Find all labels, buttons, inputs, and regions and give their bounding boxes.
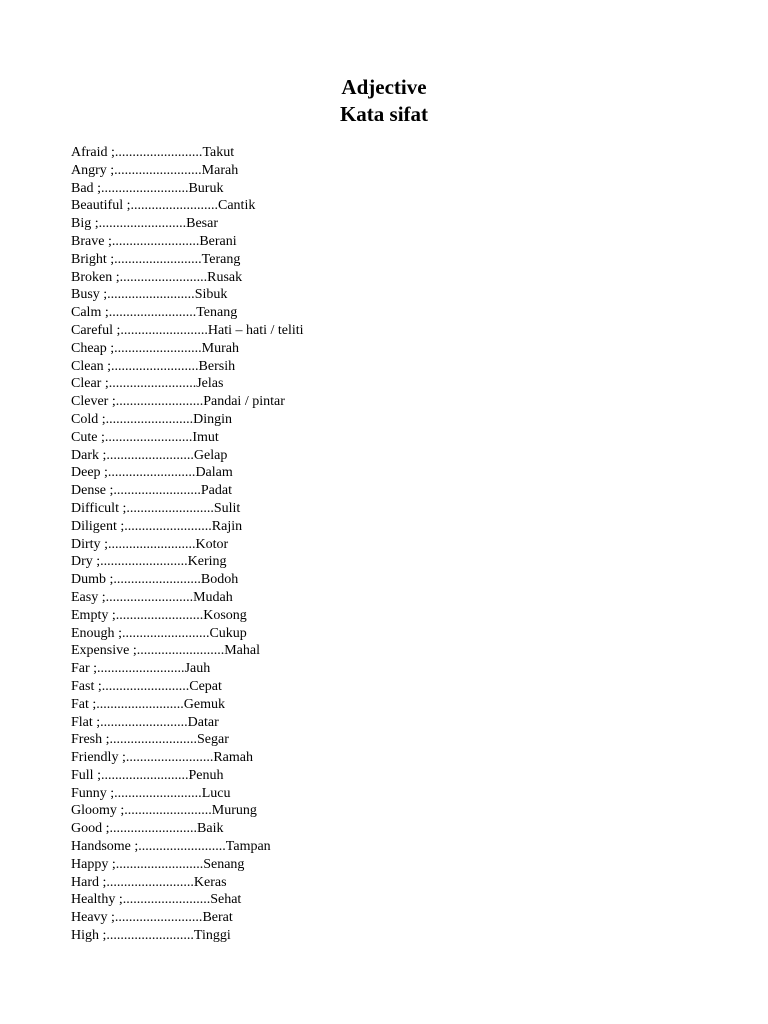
indonesian-translation: Gemuk <box>183 696 225 712</box>
vocab-entry <box>71 358 304 376</box>
english-word: Angry <box>71 162 107 178</box>
dotted-separator: ;......................... <box>97 429 193 445</box>
indonesian-translation: Datar <box>187 714 219 730</box>
indonesian-translation: Bodoh <box>200 572 239 588</box>
vocab-entry <box>71 571 304 589</box>
dotted-separator: ;......................... <box>123 198 218 214</box>
vocab-entry <box>71 874 304 892</box>
english-word: Friendly <box>71 750 119 766</box>
indonesian-translation: Segar <box>197 732 229 748</box>
title-block <box>0 74 768 127</box>
dotted-separator: ;......................... <box>106 340 202 356</box>
indonesian-translation: Dingin <box>193 411 233 427</box>
english-word: Diligent <box>71 518 117 534</box>
dotted-separator: ;......................... <box>91 216 187 232</box>
vocab-entry <box>71 820 304 838</box>
english-word: Handsome <box>71 839 131 855</box>
english-word: Full <box>71 767 94 783</box>
dotted-separator: ;......................... <box>103 358 199 374</box>
vocab-entry <box>71 393 304 411</box>
vocab-entry <box>71 464 304 482</box>
indonesian-translation: Imut <box>192 429 219 445</box>
vocab-entry <box>71 553 304 571</box>
indonesian-translation: Lucu <box>201 785 231 801</box>
vocab-entry <box>71 197 304 215</box>
english-word: Hard <box>71 874 99 890</box>
vocab-entry <box>71 731 304 749</box>
english-word: Easy <box>71 589 99 605</box>
english-word: Heavy <box>71 910 108 926</box>
english-word: Good <box>71 821 103 837</box>
indonesian-translation: Tenang <box>196 305 238 321</box>
indonesian-translation: Pandai / pintar <box>203 394 285 410</box>
dotted-separator: ;......................... <box>112 322 208 338</box>
vocab-entry <box>71 678 304 696</box>
english-word: Empty <box>71 607 109 623</box>
english-word: Clear <box>71 376 102 392</box>
dotted-separator: ;......................... <box>99 447 194 463</box>
vocab-entry <box>71 785 304 803</box>
indonesian-translation: Besar <box>186 216 219 232</box>
indonesian-translation: Sulit <box>213 500 241 516</box>
dotted-separator: ;......................... <box>99 874 194 890</box>
english-word: Flat <box>71 714 93 730</box>
vocab-entry <box>71 429 304 447</box>
vocab-entry <box>71 607 304 625</box>
dotted-separator: ;......................... <box>116 518 212 534</box>
english-word: Far <box>71 661 90 677</box>
english-word: Cute <box>71 429 98 445</box>
vocab-entry <box>71 340 304 358</box>
indonesian-translation: Buruk <box>188 180 224 196</box>
indonesian-translation: Ramah <box>213 750 253 766</box>
indonesian-translation: Penuh <box>188 767 224 783</box>
english-word: Fast <box>71 678 95 694</box>
dotted-separator: ;......................... <box>114 625 210 641</box>
dotted-separator: ;......................... <box>102 732 198 748</box>
dotted-separator: ;......................... <box>112 269 208 285</box>
indonesian-translation: Kotor <box>195 536 229 552</box>
vocab-entry <box>71 838 304 856</box>
vocab-entry <box>71 233 304 251</box>
vocab-entry <box>71 304 304 322</box>
dotted-separator: ;......................... <box>92 714 188 730</box>
dotted-separator: ;......................... <box>99 928 194 944</box>
indonesian-translation: Sehat <box>210 892 242 908</box>
vocab-entry <box>71 767 304 785</box>
dotted-separator: ;......................... <box>107 910 203 926</box>
indonesian-translation: Terang <box>201 251 241 267</box>
english-word: Dark <box>71 447 99 463</box>
indonesian-translation: Rusak <box>207 269 243 285</box>
indonesian-translation: Baik <box>197 821 224 837</box>
dotted-separator: ;......................... <box>93 767 189 783</box>
vocab-entry <box>71 215 304 233</box>
indonesian-translation: Cukup <box>209 625 247 641</box>
vocab-entry <box>71 909 304 927</box>
indonesian-translation: Takut <box>202 145 235 160</box>
dotted-separator: ;......................... <box>101 305 197 321</box>
page-title: Adjective <box>341 75 427 99</box>
vocab-entry <box>71 749 304 767</box>
english-word: Busy <box>71 287 100 303</box>
vocab-entry <box>71 660 304 678</box>
indonesian-translation: Berat <box>202 910 233 926</box>
dotted-separator: ;......................... <box>93 180 189 196</box>
english-word: Beautiful <box>71 198 124 214</box>
vocab-entry <box>71 411 304 429</box>
vocab-entry <box>71 802 304 820</box>
english-word: Deep <box>71 465 101 481</box>
indonesian-translation: Senang <box>203 856 245 872</box>
english-word: Brave <box>71 233 105 249</box>
indonesian-translation: Kering <box>187 554 227 570</box>
english-word: Bright <box>71 251 107 267</box>
english-word: Healthy <box>71 892 116 908</box>
english-word: High <box>71 928 99 944</box>
vocab-entry <box>71 375 304 393</box>
indonesian-translation: Murah <box>201 340 239 356</box>
vocab-entry <box>71 927 304 945</box>
english-word: Happy <box>71 856 109 872</box>
vocab-entry <box>71 286 304 304</box>
english-word: Funny <box>71 785 107 801</box>
english-word: Dirty <box>71 536 101 552</box>
indonesian-translation: Jelas <box>196 376 224 392</box>
english-word: Broken <box>71 269 113 285</box>
vocab-entry <box>71 589 304 607</box>
dotted-separator: ;......................... <box>88 696 184 712</box>
english-word: Dumb <box>71 572 106 588</box>
indonesian-translation: Hati – hati / teliti <box>207 322 304 338</box>
english-word: Cheap <box>71 340 107 356</box>
dotted-separator: ;......................... <box>98 589 194 605</box>
dotted-separator: ;......................... <box>108 394 204 410</box>
english-word: Difficult <box>71 500 119 516</box>
indonesian-translation: Rajin <box>211 518 243 534</box>
english-word: Enough <box>71 625 115 641</box>
dotted-separator: ;......................... <box>106 572 201 588</box>
dotted-separator: ;......................... <box>99 287 195 303</box>
english-word: Fat <box>71 696 89 712</box>
page-subtitle: Kata sifat <box>339 101 429 126</box>
english-word: Clean <box>71 358 104 374</box>
vocab-entry <box>71 714 304 732</box>
dotted-separator: ;......................... <box>118 750 214 766</box>
indonesian-translation: Tinggi <box>193 928 231 944</box>
vocab-entry <box>71 447 304 465</box>
indonesian-translation: Kosong <box>203 607 247 623</box>
dotted-separator: ;......................... <box>98 411 194 427</box>
english-word: Dense <box>71 483 106 499</box>
vocab-entry <box>71 856 304 874</box>
indonesian-translation: Murung <box>211 803 257 819</box>
vocab-entry <box>71 891 304 909</box>
dotted-separator: ;......................... <box>106 785 202 801</box>
english-word: Gloomy <box>71 803 117 819</box>
english-word: Expensive <box>71 643 130 659</box>
vocab-entry <box>71 144 304 162</box>
dotted-separator: ;......................... <box>89 661 185 677</box>
dotted-separator: ;......................... <box>108 607 204 623</box>
vocab-entry <box>71 251 304 269</box>
vocabulary-list <box>71 144 304 945</box>
vocab-entry <box>71 536 304 554</box>
indonesian-translation: Gelap <box>193 447 228 463</box>
dotted-separator: ;......................... <box>108 856 204 872</box>
english-word: Fresh <box>71 732 103 748</box>
english-word: Calm <box>71 305 102 321</box>
indonesian-translation: Padat <box>200 483 232 499</box>
indonesian-translation: Mudah <box>193 589 233 605</box>
indonesian-translation: Cepat <box>189 678 222 694</box>
vocab-entry <box>71 625 304 643</box>
english-word: Careful <box>71 322 113 338</box>
dotted-separator: ;......................... <box>100 536 196 552</box>
indonesian-translation: Mahal <box>224 643 260 659</box>
dotted-separator: ;......................... <box>92 554 188 570</box>
indonesian-translation: Sibuk <box>194 287 228 303</box>
english-word: Afraid <box>71 145 108 160</box>
indonesian-translation: Dalam <box>195 465 233 481</box>
vocab-entry <box>71 180 304 198</box>
vocab-entry <box>71 482 304 500</box>
dotted-separator: ;......................... <box>106 483 201 499</box>
english-word: Clever <box>71 394 109 410</box>
dotted-separator: ;......................... <box>100 465 196 481</box>
dotted-separator: ;......................... <box>101 376 197 392</box>
dotted-separator: ;......................... <box>94 678 190 694</box>
indonesian-translation: Berani <box>199 233 237 249</box>
dotted-separator: ;......................... <box>129 643 225 659</box>
dotted-separator: ;......................... <box>104 233 200 249</box>
vocab-entry <box>71 696 304 714</box>
indonesian-translation: Marah <box>201 162 239 178</box>
dotted-separator: ;......................... <box>118 500 214 516</box>
dotted-separator: ;......................... <box>106 251 202 267</box>
indonesian-translation: Keras <box>193 874 227 890</box>
english-word: Bad <box>71 180 94 196</box>
vocab-entry <box>71 518 304 536</box>
english-word: Dry <box>71 554 93 570</box>
dotted-separator: ;......................... <box>106 162 202 178</box>
dotted-separator: ;......................... <box>130 839 226 855</box>
dotted-separator: ;......................... <box>116 803 212 819</box>
english-word: Cold <box>71 411 99 427</box>
vocab-entry <box>71 269 304 287</box>
indonesian-translation: Tampan <box>225 839 271 855</box>
english-word: Big <box>71 216 92 232</box>
indonesian-translation: Jauh <box>184 661 211 677</box>
dotted-separator: ;......................... <box>102 821 198 837</box>
vocab-entry <box>71 500 304 518</box>
vocab-entry <box>71 162 304 180</box>
vocab-entry <box>71 642 304 660</box>
indonesian-translation: Bersih <box>198 358 236 374</box>
vocab-entry <box>71 322 304 340</box>
dotted-separator: ;......................... <box>107 145 203 160</box>
indonesian-translation: Cantik <box>218 198 256 214</box>
dotted-separator: ;......................... <box>115 892 211 908</box>
